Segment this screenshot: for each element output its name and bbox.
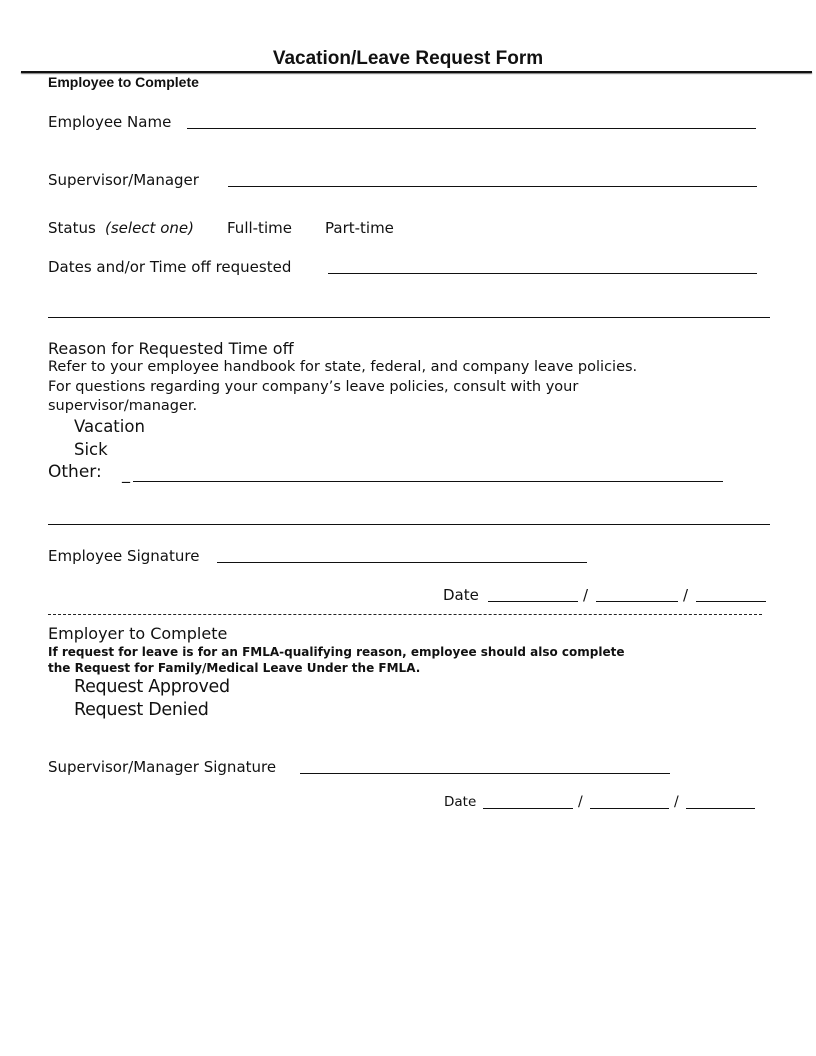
employer-date-year-field[interactable] — [686, 808, 755, 809]
status-label: Status — [48, 219, 96, 237]
supervisor-label: Supervisor/Manager — [48, 171, 199, 189]
date-separator: / — [674, 794, 679, 810]
date-separator: / — [583, 586, 589, 604]
request-denied-option[interactable]: Request Denied — [74, 700, 209, 720]
reason-section-heading: Reason for Requested Time off — [48, 339, 294, 358]
reason-description-line: For questions regarding your company’s leave policies, consult with your — [48, 379, 579, 395]
reason-option-sick[interactable]: Sick — [74, 440, 108, 459]
reason-other-label: Other: — [48, 462, 102, 482]
employee-date-year-field[interactable] — [696, 601, 766, 602]
reason-option-vacation[interactable]: Vacation — [74, 417, 145, 436]
fmla-note-line: the Request for Family/Medical Leave Under the FMLA. — [48, 661, 421, 675]
supervisor-field[interactable] — [228, 186, 757, 187]
employee-date-month-field[interactable] — [488, 601, 578, 602]
cut-line — [48, 614, 762, 615]
reason-description-line: Refer to your employee handbook for state, federal, and company leave policies. — [48, 359, 638, 375]
employee-signature-field[interactable] — [217, 562, 587, 563]
dates-requested-label: Dates and/or Time off requested — [48, 258, 292, 276]
employee-section-heading: Employee to Complete — [48, 74, 199, 90]
employer-date-month-field[interactable] — [483, 808, 573, 809]
fmla-note-line: If request for leave is for an FMLA-qualifying reason, employee should also complete — [48, 645, 625, 659]
date-separator: / — [683, 586, 689, 604]
employee-name-field[interactable] — [187, 128, 756, 129]
employee-date-label: Date — [443, 586, 479, 604]
status-hint: (select one) — [105, 219, 194, 237]
section-divider — [48, 317, 770, 318]
date-separator: / — [578, 794, 583, 810]
employee-signature-label: Employee Signature — [48, 547, 200, 565]
status-option-full-time[interactable]: Full-time — [227, 219, 292, 237]
title-divider — [21, 71, 812, 73]
employee-name-label: Employee Name — [48, 113, 172, 131]
reason-other-prefix: _ — [122, 464, 130, 483]
reason-other-field[interactable] — [133, 481, 723, 482]
status-option-part-time[interactable]: Part-time — [325, 219, 394, 237]
reason-description-line: supervisor/manager. — [48, 398, 198, 414]
request-approved-option[interactable]: Request Approved — [74, 677, 230, 697]
supervisor-signature-field[interactable] — [300, 773, 670, 774]
supervisor-signature-label: Supervisor/Manager Signature — [48, 758, 277, 776]
employer-date-day-field[interactable] — [590, 808, 669, 809]
page-title: Vacation/Leave Request Form — [272, 48, 544, 69]
section-divider — [48, 524, 770, 525]
dates-requested-field[interactable] — [328, 273, 757, 274]
employer-section-heading: Employer to Complete — [48, 624, 228, 643]
employer-date-label: Date — [444, 794, 477, 810]
employee-date-day-field[interactable] — [596, 601, 678, 602]
